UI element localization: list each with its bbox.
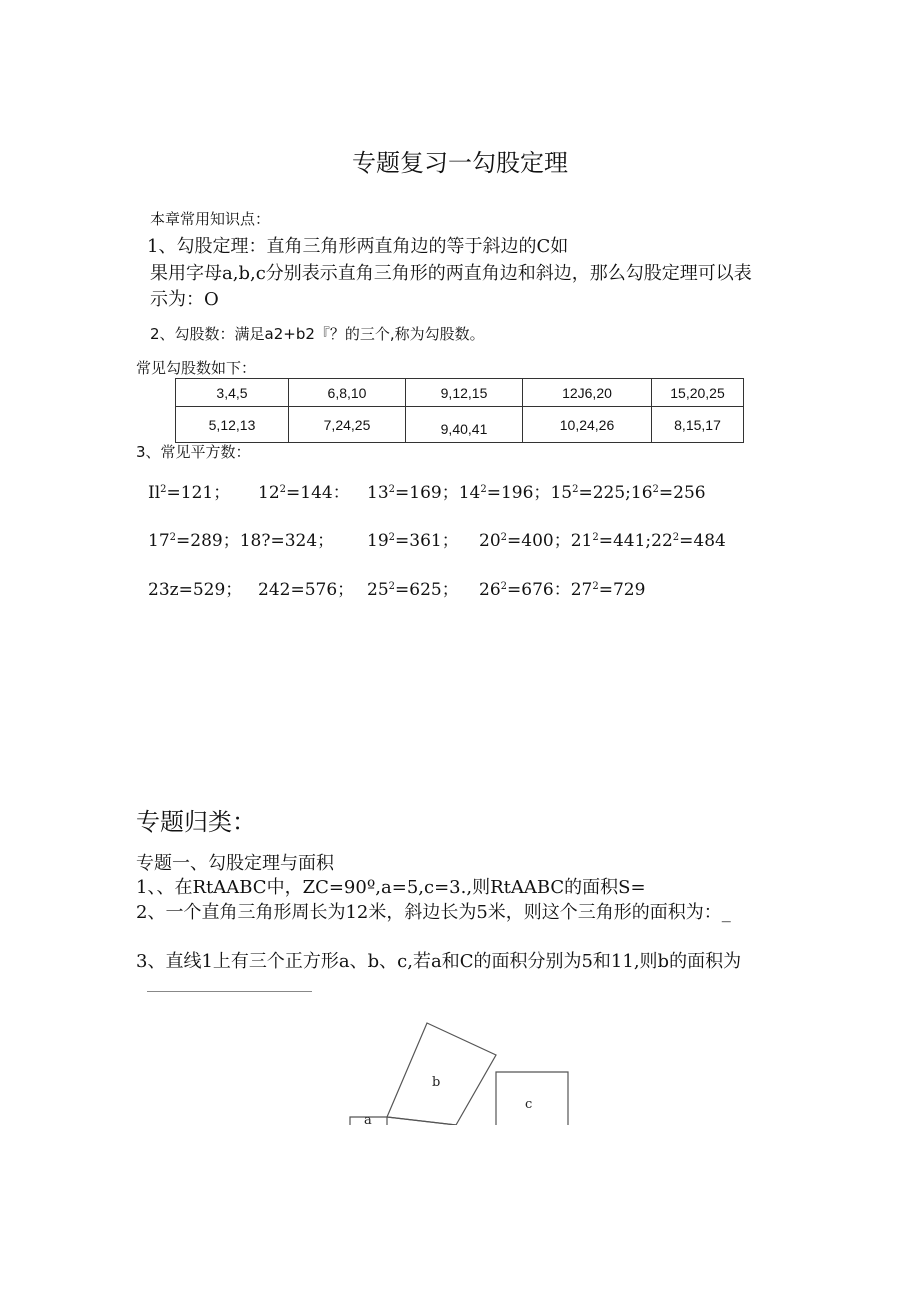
common-triples-label: 常见勾股数如下：: [136, 359, 257, 377]
table-cell: 9,40,41: [406, 407, 523, 443]
question-3: 3、直线1上有三个正方形a、b、c,若a和C的面积分别为5和11,则b的面积为: [136, 951, 742, 972]
square-item: $13^2=169$；$14^2=196$；$15^2=225;16^2=256$: [367, 483, 706, 503]
page-title: 专题复习一勾股定理: [352, 149, 568, 177]
square-item: $26^2=676$：$27^2=729$: [479, 580, 646, 600]
square-b: [387, 1023, 496, 1125]
point2: 2、勾股数：满足a2+b2『？的三个,称为勾股数。: [150, 325, 485, 343]
label-c: c: [525, 1097, 533, 1112]
square-item: $19^2=361$；: [367, 531, 459, 551]
baseline-segment: [387, 1117, 456, 1125]
square-item: 242=576；: [258, 580, 355, 600]
table-cell: 6,8,10: [289, 379, 406, 407]
square-item: $25^2=625$；: [367, 580, 459, 600]
squares-figure: [340, 1015, 580, 1125]
label-a: a: [364, 1113, 372, 1125]
point1-line1: 1、勾股定理：直角三角形两直角边的等于斜边的C如: [147, 236, 569, 257]
square-item: 23z=529；: [148, 580, 243, 600]
point1-line2: 果用字母a,b,c分别表示直角三角形的两直角边和斜边，那么勾股定理可以表: [150, 263, 752, 284]
table-cell: 5,12,13: [176, 407, 289, 443]
triples-table: [175, 378, 744, 443]
table-cell: 3,4,5: [176, 379, 289, 407]
question-2: 2、一个直角三角形周长为12米，斜边长为5米，则这个三角形的面积为：_: [136, 902, 731, 923]
table-row: [176, 379, 744, 407]
table-cell: 15,20,25: [652, 379, 744, 407]
label-b: b: [432, 1075, 441, 1090]
point3-label: 3、常见平方数：: [136, 443, 251, 461]
table-cell: 9,12,15: [406, 379, 523, 407]
square-item: $20^2=400$；$21^2=441;22^2=484$: [479, 531, 726, 551]
table-cell: 8,15,17: [652, 407, 744, 443]
table-row: [176, 407, 744, 443]
point1-line3: 示为：O: [150, 289, 219, 310]
answer-blank: [147, 991, 312, 992]
table-cell: 12J6,20: [523, 379, 652, 407]
square-item: $Il^2=121$；: [148, 483, 231, 503]
table-cell: 7,24,25: [289, 407, 406, 443]
topic1-heading: 专题一、勾股定理与面积: [136, 853, 334, 874]
classify-title: 专题归类：: [136, 808, 256, 836]
square-item: $17^2=289$；18?=324；: [148, 531, 335, 551]
question-1: 1、、在RtAABC中，ZC=90º,a=5,c=3.,则RtAABC的面积S=: [136, 877, 646, 898]
table-cell: 10,24,26: [523, 407, 652, 443]
square-item: $12^2=144$：: [258, 483, 350, 503]
section-intro: 本章常用知识点：: [150, 210, 271, 228]
